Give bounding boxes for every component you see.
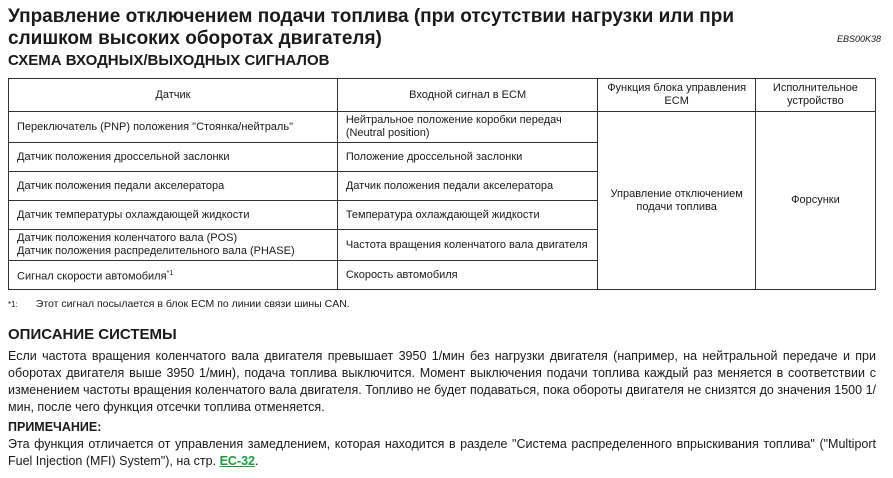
table-header-row — [9, 79, 876, 112]
signal-cell: Нейтральное положение коробки передач (Neutral position) — [337, 112, 598, 143]
footnote-marker: *1 — [166, 269, 174, 277]
footnote-mark: *1: — [8, 300, 18, 309]
page-title: Управление отключением подачи топлива (при отсутствии нагрузки или при слишком высоких оборотах двигателя) — [8, 6, 735, 49]
sensor-cell: Переключатель (PNP) положения "Стоянка/нейтраль" — [9, 112, 338, 143]
note-text — [8, 436, 876, 470]
sensor-label: Сигнал скорости автомобиля — [17, 270, 167, 283]
actuator-cell: Форсунки — [755, 112, 875, 290]
description-paragraph: Если частота вращения коленчатого вала двигателя превышает 3950 1/мин без нагрузки двигателя (например, на нейтральной передаче и при оборотах двигателя выше 3950 1/мин), подача топлива выключится. Момент выключения подачи топлива каждый раз меняется в соответствии с изменением частоты вращения коленчатого вала двигателя. Топливо не будет подаваться, пока обороты двигателя не снизятся до значения 1500 1/мин, после чего функция отсечки топлива отменяется. — [8, 349, 876, 414]
description-title: ОПИСАНИЕ СИСТЕМЫ — [8, 326, 177, 343]
page-link-ec-32[interactable]: EC-32 — [219, 454, 256, 468]
signal-cell: Частота вращения коленчатого вала двигателя — [337, 230, 598, 261]
header-input-signal: Входной сигнал в ECM — [337, 79, 598, 112]
signal-cell: Положение дроссельной заслонки — [337, 143, 598, 172]
sensor-cell: Датчик положения дроссельной заслонки — [9, 143, 338, 172]
signal-cell: Датчик положения педали акселератора — [337, 172, 598, 201]
table-row — [9, 112, 876, 143]
sensor-cell: Датчик положения педали акселератора — [9, 172, 338, 201]
signal-cell: Скорость автомобиля — [337, 261, 598, 290]
note-title: ПРИМЕЧАНИЕ: — [8, 420, 102, 434]
sensor-cell — [9, 261, 338, 290]
footnote-text: Этот сигнал посылается в блок ECM по линии связи шины CAN. — [35, 298, 350, 310]
io-signal-table — [8, 78, 876, 290]
footnote — [8, 298, 350, 310]
section-code: EBS00K38 — [836, 34, 881, 44]
header-sensor: Датчик — [9, 79, 338, 112]
header-actuator: Исполнительное устройство — [755, 79, 875, 112]
ecm-function-cell: Управление отключением подачи топлива — [598, 112, 755, 290]
header-ecm-function: Функция блока управления ECM — [598, 79, 755, 112]
note-end: . — [255, 454, 259, 468]
sensor-cell: Датчик положения коленчатого вала (POS) Датчик положения распределительного вала (PHASE) — [9, 230, 338, 261]
signal-cell: Температура охлаждающей жидкости — [337, 201, 598, 230]
section-subtitle: СХЕМА ВХОДНЫХ/ВЫХОДНЫХ СИГНАЛОВ — [8, 52, 330, 69]
note-body: Эта функция отличается от управления замедлением, которая находится в разделе "Система распределенного впрыскивания топлива" ("Multiport Fuel Injection (MFI) System"), на стр. — [8, 437, 876, 468]
sensor-cell: Датчик температуры охлаждающей жидкости — [9, 201, 338, 230]
